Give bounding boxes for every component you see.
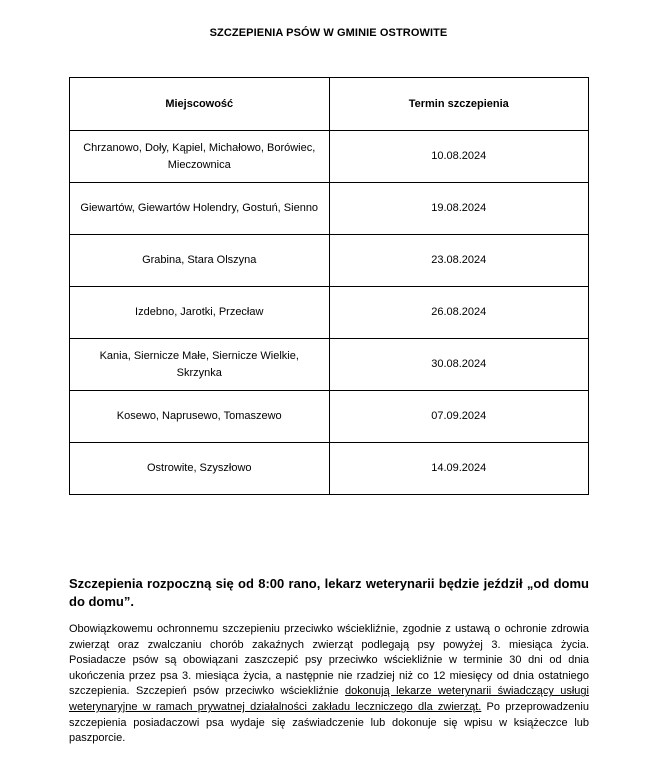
table-row — [70, 443, 589, 495]
vaccination-schedule-table — [69, 77, 589, 495]
date-cell: 19.08.2024 — [329, 183, 589, 235]
underlined-text: dokonują lekarze weterynarii świadczący usługi weterynaryjne w ramach prywatnej działalności zakładu leczniczego dla zwierząt. — [69, 685, 589, 713]
place-cell: Ostrowite, Szyszłowo — [70, 443, 330, 495]
page-title: SZCZEPIENIA PSÓW W GMINIE OSTROWITE — [209, 27, 448, 39]
place-cell: Kosewo, Naprusewo, Tomaszewo — [70, 391, 330, 443]
table-row — [70, 131, 589, 183]
info-paragraph — [69, 622, 589, 747]
date-cell: 26.08.2024 — [329, 287, 589, 339]
paragraph-text: Obowiązkowemu ochronnemu szczepieniu przeciwko wściekliźnie, zgodnie z ustawą o ochronie zdrowia zwierząt oraz zwalczaniu chorób zakaźnych zwierząt podlegają psy powyżej 3. miesiąca życia. Posiadacze psów są obowiązani zaszczepić psy przeciwko wściekliźnie w terminie 30 dni od dnia ukończenia przez psa 3. miesiąca życia, a następnie nie rzadziej niż co 12 miesięcy od dnia ostatniego szczepienia. Szczepień psów przeciwko wściekliźnie — [69, 623, 589, 698]
column-header-place: Miejscowość — [70, 78, 330, 131]
table-row — [70, 287, 589, 339]
table-row — [70, 391, 589, 443]
date-cell: 14.09.2024 — [329, 443, 589, 495]
place-cell: Grabina, Stara Olszyna — [70, 235, 330, 287]
table-row — [70, 183, 589, 235]
place-cell: Izdebno, Jarotki, Przecław — [70, 287, 330, 339]
place-cell: Giewartów, Giewartów Holendry, Gostuń, Sienno — [70, 183, 330, 235]
lead-statement: Szczepienia rozpoczną się od 8:00 rano, lekarz weterynarii będzie jeździł „od domu do domu”. — [69, 576, 589, 609]
paragraph-text-end: Po przeprowadzeniu szczepienia posiadaczowi psa wydaje się zaświadczenie lub dokonuje się wpisu w książeczce lub paszporcie. — [69, 700, 589, 745]
table-row — [70, 235, 589, 287]
place-cell: Kania, Siernicze Małe, Siernicze Wielkie, Skrzynka — [70, 339, 330, 391]
date-cell: 10.08.2024 — [329, 131, 589, 183]
table-header-row — [70, 78, 589, 131]
date-cell: 23.08.2024 — [329, 235, 589, 287]
place-cell: Chrzanowo, Doły, Kąpiel, Michałowo, Borówiec, Mieczownica — [70, 131, 330, 183]
table-row — [70, 339, 589, 391]
date-cell: 30.08.2024 — [329, 339, 589, 391]
column-header-date: Termin szczepienia — [329, 78, 589, 131]
date-cell: 07.09.2024 — [329, 391, 589, 443]
